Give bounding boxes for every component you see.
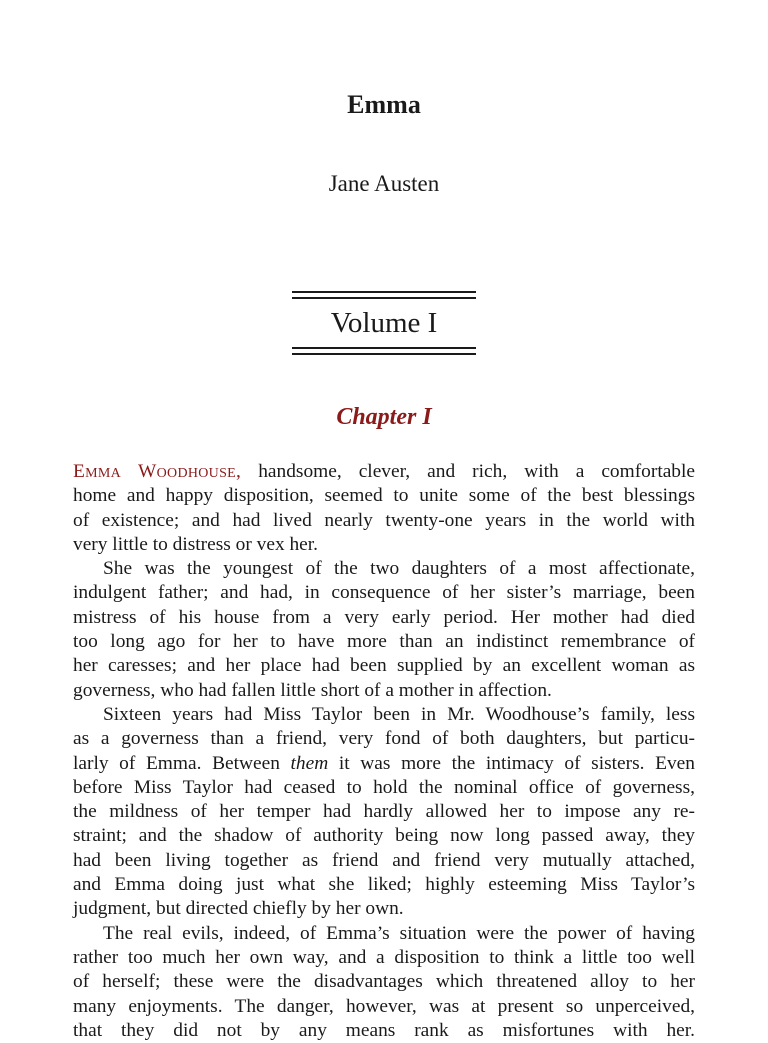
text-line: indulgent father; and had, in consequence of her sister’s marriage, been (73, 582, 695, 604)
text-line: very little to distress or vex her. (73, 533, 319, 555)
text-fragment: larly of Emma. Between (73, 752, 291, 774)
text-line (73, 460, 695, 484)
opening-words: Emma Woodhouse, (73, 461, 242, 482)
text-line: had been living together as friend and friend very mutually attached, (73, 849, 695, 871)
text-line: before Miss Taylor had ceased to hold the nominal office of governess, (73, 776, 695, 798)
text-line-content: handsome, clever, and rich, with a comfortable (241, 461, 696, 482)
text-line: too long ago for her to have more than an indistinct remembrance of (73, 631, 695, 653)
paragraph-1 (73, 460, 695, 557)
text-line: as a governess than a friend, very fond of both daughters, but particu- (73, 728, 695, 750)
chapter-title: Chapter I (336, 404, 432, 430)
book-title: Emma (347, 90, 421, 119)
text-line (73, 752, 695, 776)
text-line: governess, who had fallen little short of a mother in affection. (73, 679, 552, 701)
text-line: the mildness of her temper had hardly allowed her to impose any re- (73, 801, 695, 823)
emphasized-word: them (290, 752, 329, 774)
text-line: She was the youngest of the two daughters of a most affectionate, (103, 558, 695, 580)
chapter-body (73, 460, 695, 1043)
text-line: and Emma doing just what she liked; highly esteeming Miss Taylor’s (73, 874, 695, 896)
text-line: judgment, but directed chiefly by her own. (73, 898, 404, 920)
volume-title: Volume I (330, 307, 438, 339)
text-line: straint; and the shadow of authority being now long passed away, they (73, 825, 695, 847)
volume-top-rule-inner (292, 297, 476, 299)
book-author: Jane Austen (328, 171, 440, 196)
text-line: rather too much her own way, and a disposition to think a little too well (73, 946, 695, 968)
text-line: that they did not by any means rank as misfortunes with her. (73, 1019, 695, 1041)
volume-bottom-rule-outer (292, 353, 476, 355)
paragraph-3 (73, 703, 695, 922)
text-line: The real evils, indeed, of Emma’s situation were the power of having (103, 922, 695, 944)
paragraph-2 (73, 557, 695, 703)
text-line: of herself; these were the disadvantages which threatened alloy to her (73, 971, 695, 993)
text-fragment: it was more the intimacy of sisters. Even (328, 752, 695, 774)
text-line: mistress of his house from a very early period. Her mother had died (73, 606, 695, 628)
text-line: Sixteen years had Miss Taylor been in Mr. Woodhouse’s family, less (103, 703, 695, 725)
text-line: many enjoyments. The danger, however, was at present so unperceived, (73, 995, 695, 1017)
volume-top-rule-outer (292, 291, 476, 293)
text-line: her caresses; and her place had been supplied by an excellent woman as (73, 655, 695, 677)
text-line: of existence; and had lived nearly twenty-one years in the world with (73, 509, 695, 531)
volume-bottom-rule-inner (292, 347, 476, 349)
text-line: home and happy disposition, seemed to unite some of the best blessings (73, 485, 695, 507)
paragraph-4 (73, 922, 695, 1043)
